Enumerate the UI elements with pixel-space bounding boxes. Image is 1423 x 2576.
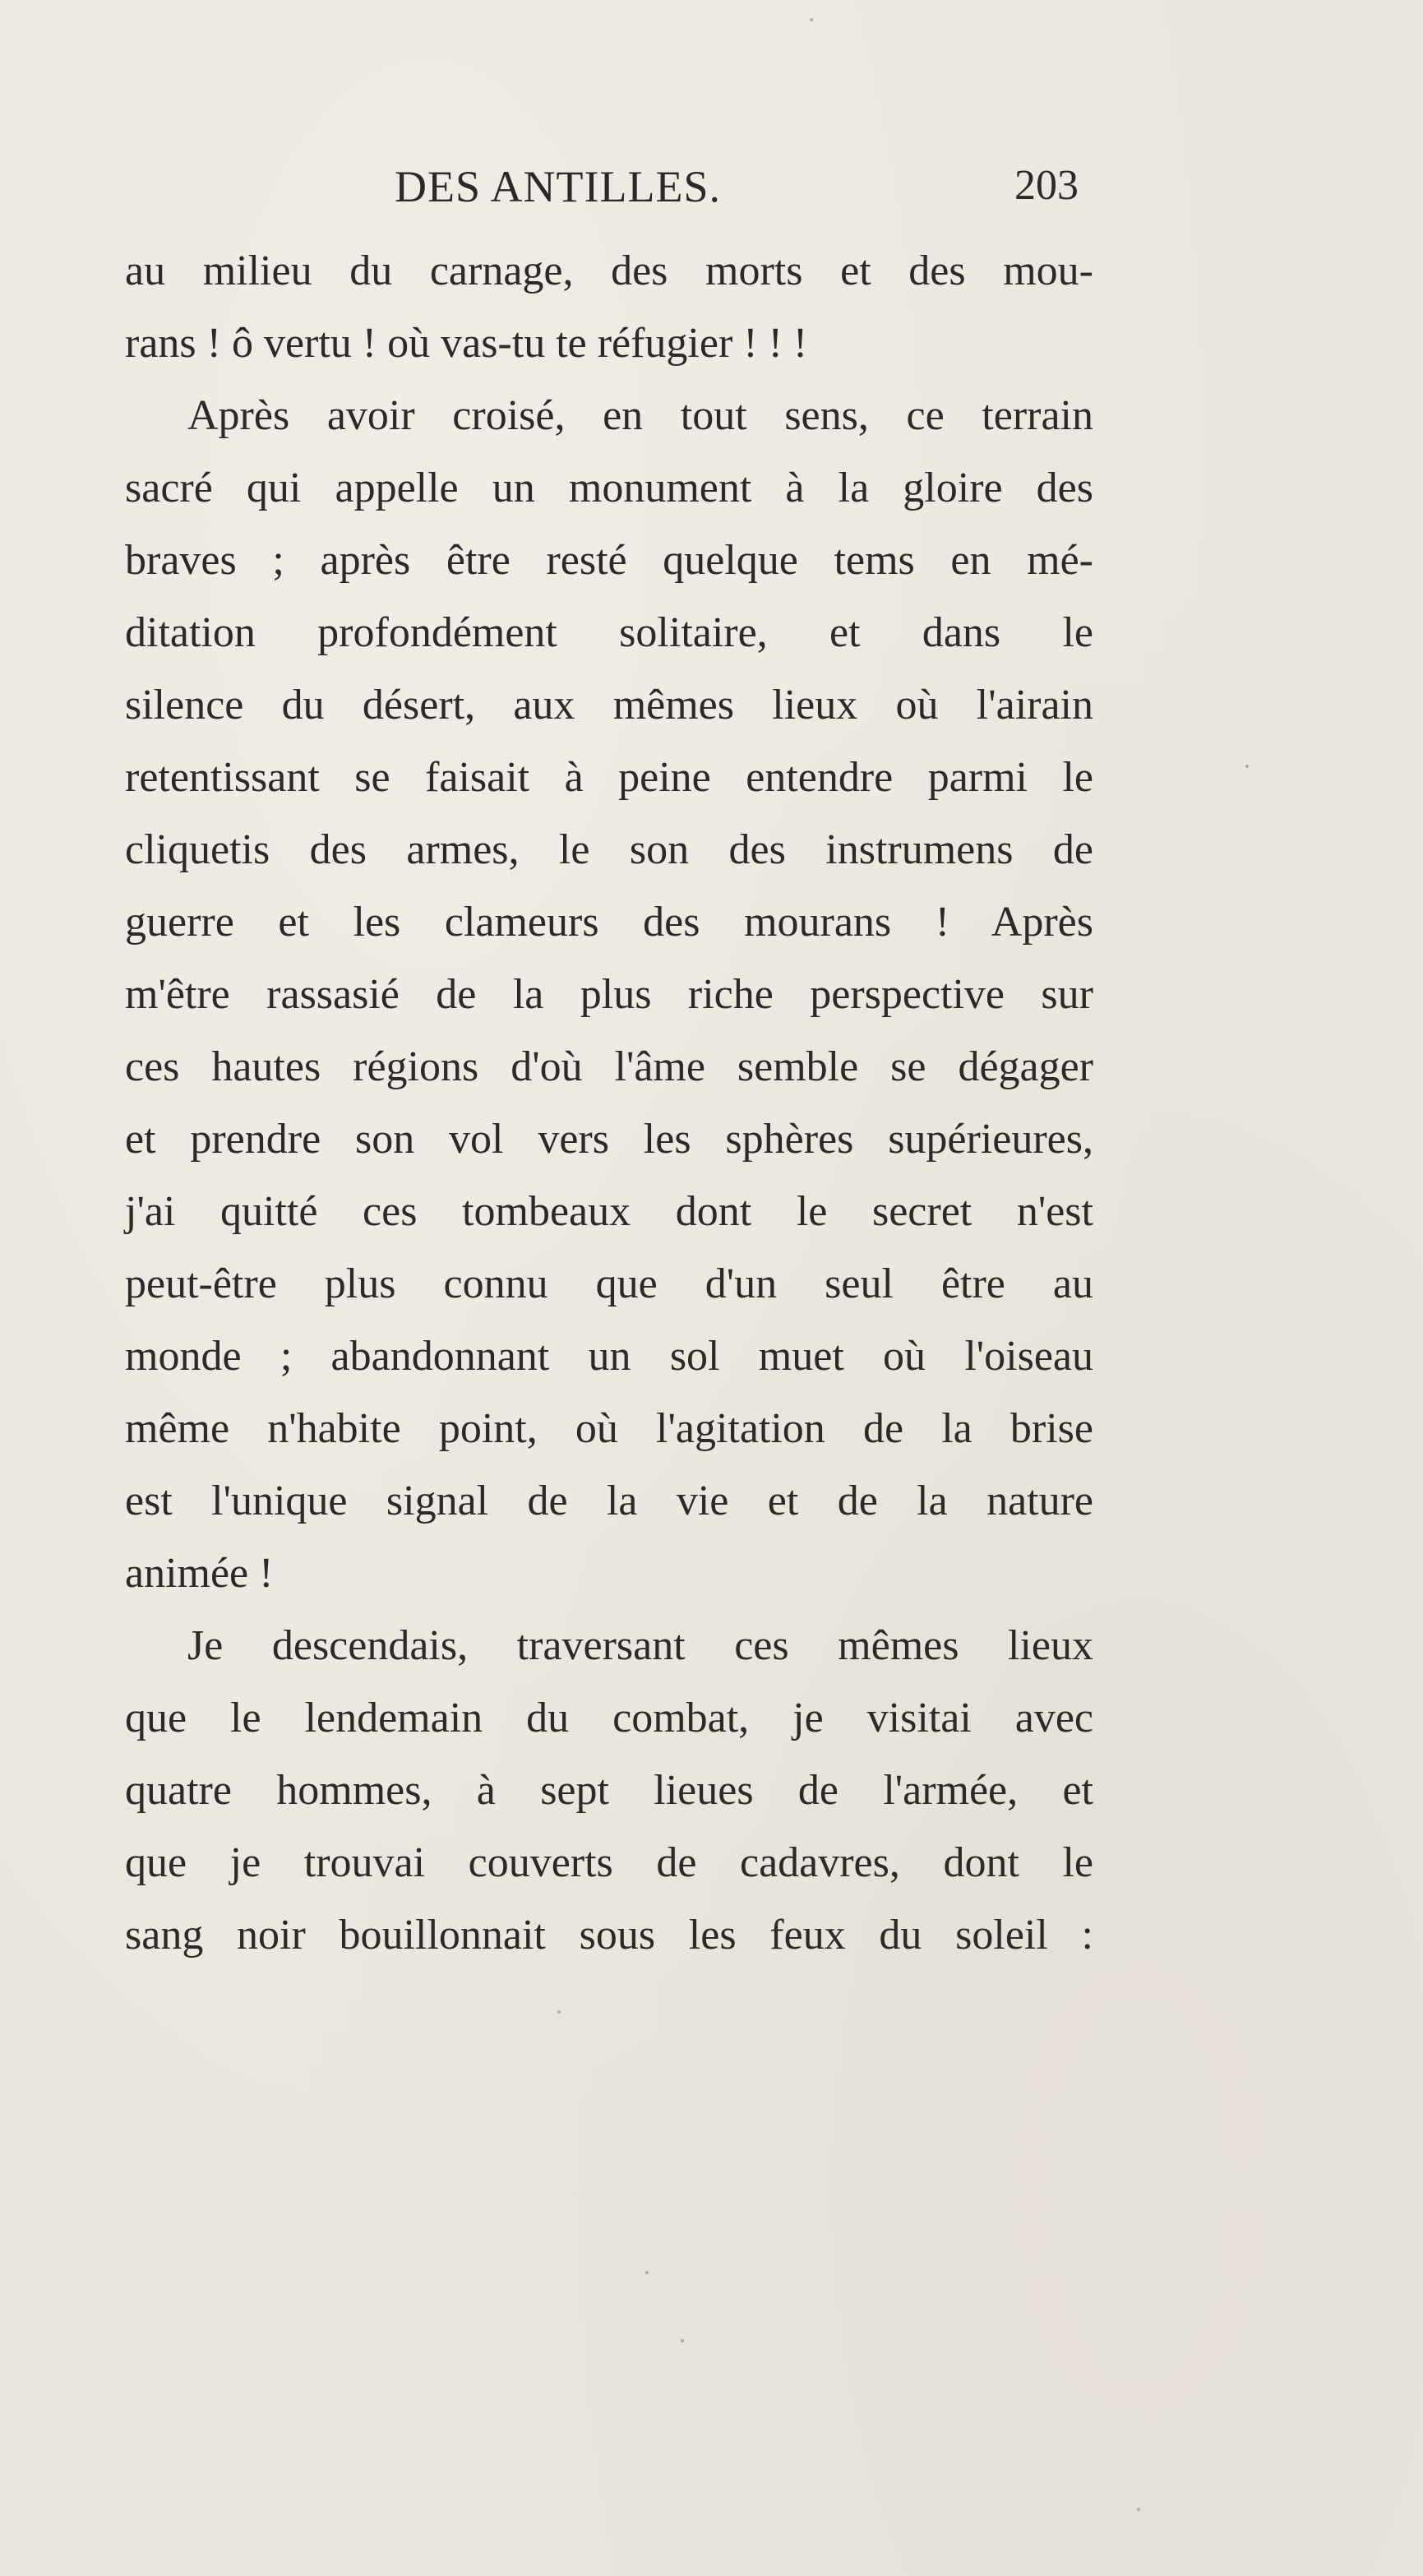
text-line: Après avoir croisé, en tout sens, ce terrain: [187, 392, 1093, 439]
text-line: m'être rassasié de la plus riche perspective sur: [125, 971, 1093, 1018]
text-line: animée !: [125, 1550, 274, 1597]
body-text: [125, 235, 1093, 1972]
text-line: que je trouvai couverts de cadavres, dont le: [125, 1839, 1093, 1886]
running-title: DES ANTILLES.: [395, 162, 721, 211]
paper-speck: [681, 2339, 684, 2342]
paper-speck: [810, 18, 813, 21]
paper-speck: [645, 2271, 649, 2274]
text-line: sang noir bouillonnait sous les feux du soleil :: [125, 1912, 1093, 1959]
text-line: Je descendais, traversant ces mêmes lieux: [187, 1622, 1093, 1669]
text-line: silence du désert, aux mêmes lieux où l'airain: [125, 682, 1093, 728]
text-line: sacré qui appelle un monument à la gloire des: [125, 465, 1093, 511]
text-line: retentissant se faisait à peine entendre parmi le: [125, 754, 1093, 801]
text-line: guerre et les clameurs des mourans ! Après: [125, 899, 1093, 946]
text-line: cliquetis des armes, le son des instrumens de: [125, 826, 1093, 873]
text-line: au milieu du carnage, des morts et des mou-: [125, 247, 1093, 294]
text-line: ces hautes régions d'où l'âme semble se dégager: [125, 1043, 1093, 1090]
text-line: braves ; après être resté quelque tems en mé-: [125, 537, 1093, 584]
paper-speck: [557, 2010, 561, 2014]
text-line: rans ! ô vertu ! où vas-tu te réfugier ! ! !: [125, 320, 808, 367]
text-line: même n'habite point, où l'agitation de la brise: [125, 1405, 1093, 1452]
paper-speck: [1245, 765, 1249, 768]
running-head: [123, 161, 1079, 219]
text-line: monde ; abandonnant un sol muet où l'oiseau: [125, 1333, 1093, 1380]
text-line: ditation profondément solitaire, et dans le: [125, 609, 1093, 656]
text-line: et prendre son vol vers les sphères supérieures,: [125, 1116, 1093, 1163]
text-line: est l'unique signal de la vie et de la nature: [125, 1478, 1093, 1524]
text-line: j'ai quitté ces tombeaux dont le secret n'est: [125, 1188, 1093, 1235]
text-line: peut-être plus connu que d'un seul être au: [125, 1260, 1093, 1307]
text-line: quatre hommes, à sept lieues de l'armée, et: [125, 1767, 1093, 1814]
text-line: que le lendemain du combat, je visitai avec: [125, 1695, 1093, 1741]
paper-speck: [1137, 2508, 1140, 2511]
page-number: 203: [1014, 162, 1079, 209]
